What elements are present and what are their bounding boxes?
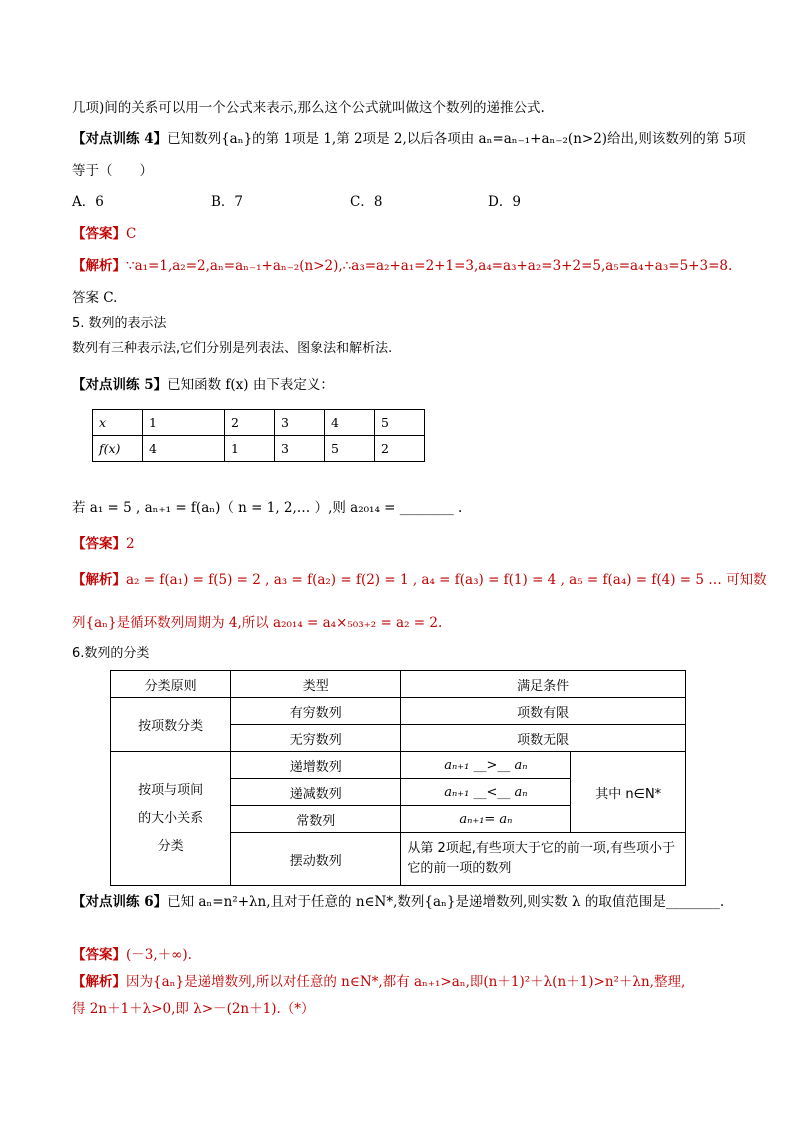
answer-4-value: C <box>126 226 137 242</box>
cell-decreasing: 递减数列 <box>231 779 401 806</box>
cell-x-3: 3 <box>275 410 325 436</box>
cell-fx-5: 2 <box>375 436 425 462</box>
cell-x-5: 5 <box>375 410 425 436</box>
section-5-text: 数列有三种表示法,它们分别是列表法、图象法和解析法. <box>72 341 393 356</box>
cell-fx-header: f(x) <box>93 436 143 462</box>
explanation-4-text: ∵a₁=1,a₂=2,aₙ=aₙ₋₁+aₙ₋₂(n>2),∴a₃=a₂+a₁=2+1=3,a₄=a₃+a₂=3+2=5,a₅=a₄+a₃=5+3=8. <box>126 258 733 274</box>
exercise-4-text: 已知数列{aₙ}的第 1项是 1,第 2项是 2,以后各项由 aₙ=aₙ₋₁+aₙ₋₂(n>2)给出,则该数列的第 5项 <box>167 131 746 147</box>
cell-finite: 有穷数列 <box>231 698 401 725</box>
header-type: 类型 <box>231 671 401 698</box>
explanation-4 <box>72 257 732 275</box>
exercise-4-line-2: 等于（ ） <box>72 163 153 179</box>
explanation-6-tag: 【解析】 <box>72 974 126 990</box>
cell-x-2: 2 <box>225 410 275 436</box>
cell-x-1: 1 <box>143 410 225 436</box>
cell-x-4: 4 <box>325 410 375 436</box>
answer-4-repeat: 答案 C. <box>72 290 118 306</box>
exercise-5-tag: 【对点训练 5】 <box>72 377 168 393</box>
answer-6-tag: 【答案】 <box>72 947 126 963</box>
exercise-6-line <box>72 893 724 911</box>
cell-constant: 常数列 <box>231 806 401 833</box>
answer-4 <box>72 225 136 243</box>
exercise-6-tag: 【对点训练 6】 <box>72 894 168 910</box>
exercise-5-text: 已知函数 f(x) 由下表定义： <box>167 377 334 393</box>
row-finite <box>111 698 686 725</box>
answer-5 <box>72 535 135 553</box>
explanation-4-tag: 【解析】 <box>72 258 126 274</box>
explanation-6 <box>72 973 685 991</box>
cell-fx-4: 5 <box>325 436 375 462</box>
exercise-5-line <box>72 376 334 394</box>
classification-header-row <box>111 671 686 698</box>
answer-5-value: 2 <box>126 536 135 552</box>
cell-where: 其中 n∈N* <box>571 752 686 833</box>
cell-constant-cond: aₙ₊₁= aₙ <box>401 806 571 833</box>
explanation-5 <box>72 571 767 589</box>
cell-x-header: x <box>93 410 143 436</box>
cell-infinite-cond: 项数无限 <box>401 725 686 752</box>
cell-decreasing-cond: aₙ₊₁ __<__ aₙ <box>401 779 571 806</box>
answer-6 <box>72 946 192 964</box>
explanation-6-line-2: 得 2n＋1＋λ>0,即 λ>－(2n＋1).（*） <box>72 1001 315 1017</box>
answer-4-tag: 【答案】 <box>72 226 126 242</box>
option-b: B．7 <box>211 194 244 210</box>
cell-fx-3: 3 <box>275 436 325 462</box>
answer-5-tag: 【答案】 <box>72 536 126 552</box>
section-5-heading: 5. 数列的表示法 <box>72 316 167 331</box>
row-increasing <box>111 752 686 779</box>
explanation-5-tag: 【解析】 <box>72 572 126 588</box>
explanation-5-line-2: 列{aₙ}是循环数列周期为 4,所以 a₂₀₁₄ = a₄×₅₀₃₊₂ = a₂ = 2. <box>72 615 443 631</box>
header-condition: 满足条件 <box>401 671 686 698</box>
section-6-heading: 6.数列的分类 <box>72 646 150 661</box>
header-principle: 分类原则 <box>111 671 231 698</box>
cell-by-relation <box>111 752 231 886</box>
recurrence-definition-line: 几项)间的关系可以用一个公式来表示,那么这个公式就叫做这个数列的递推公式. <box>72 100 545 116</box>
option-c: C．8 <box>350 194 383 210</box>
cell-by-count: 按项数分类 <box>111 698 231 752</box>
cell-oscillating: 摆动数列 <box>231 833 401 886</box>
cell-fx-1: 4 <box>143 436 225 462</box>
explanation-5-text: a₂ = f(a₁) = f(5) = 2 , a₃ = f(a₂) = f(2) = 1 , a₄ = f(a₃) = f(1) = 4 , a₅ = f(a₄) = f(4) = 5 … 可知数 <box>126 572 767 588</box>
by-relation-line-1: 按项与项间 <box>138 782 204 798</box>
function-table-row-x <box>93 410 425 436</box>
exercise-5-question: 若 a₁ = 5 , aₙ₊₁ = f(aₙ)（ n = 1, 2,… ）,则 a₂₀₁₄ = ________ . <box>72 500 463 516</box>
cell-oscillating-cond: 从第 2项起,有些项大于它的前一项,有些项小于它的前一项的数列 <box>401 833 686 886</box>
cell-increasing: 递增数列 <box>231 752 401 779</box>
by-relation-line-3: 分类 <box>157 838 184 854</box>
classification-table <box>110 670 686 886</box>
cell-fx-2: 1 <box>225 436 275 462</box>
exercise-4-tag: 【对点训练 4】 <box>72 131 168 147</box>
by-relation-line-2: 的大小关系 <box>138 810 204 826</box>
function-table-row-fx <box>93 436 425 462</box>
exercise-4-line <box>72 130 746 148</box>
exercise-6-text: 已知 aₙ=n²+λn,且对于任意的 n∈N*,数列{aₙ}是递增数列,则实数 λ 的取值范围是________. <box>167 894 725 910</box>
explanation-6-text: 因为{aₙ}是递增数列,所以对任意的 n∈N*,都有 aₙ₊₁>aₙ,即(n＋1)²＋λ(n＋1)>n²＋λn,整理, <box>126 974 686 990</box>
cell-increasing-cond: aₙ₊₁ __>__ aₙ <box>401 752 571 779</box>
option-a: A．6 <box>72 194 104 210</box>
answer-6-value: (－3,＋∞). <box>126 947 192 963</box>
cell-finite-cond: 项数有限 <box>401 698 686 725</box>
function-table <box>92 409 425 462</box>
option-d: D．9 <box>488 194 521 210</box>
cell-infinite: 无穷数列 <box>231 725 401 752</box>
